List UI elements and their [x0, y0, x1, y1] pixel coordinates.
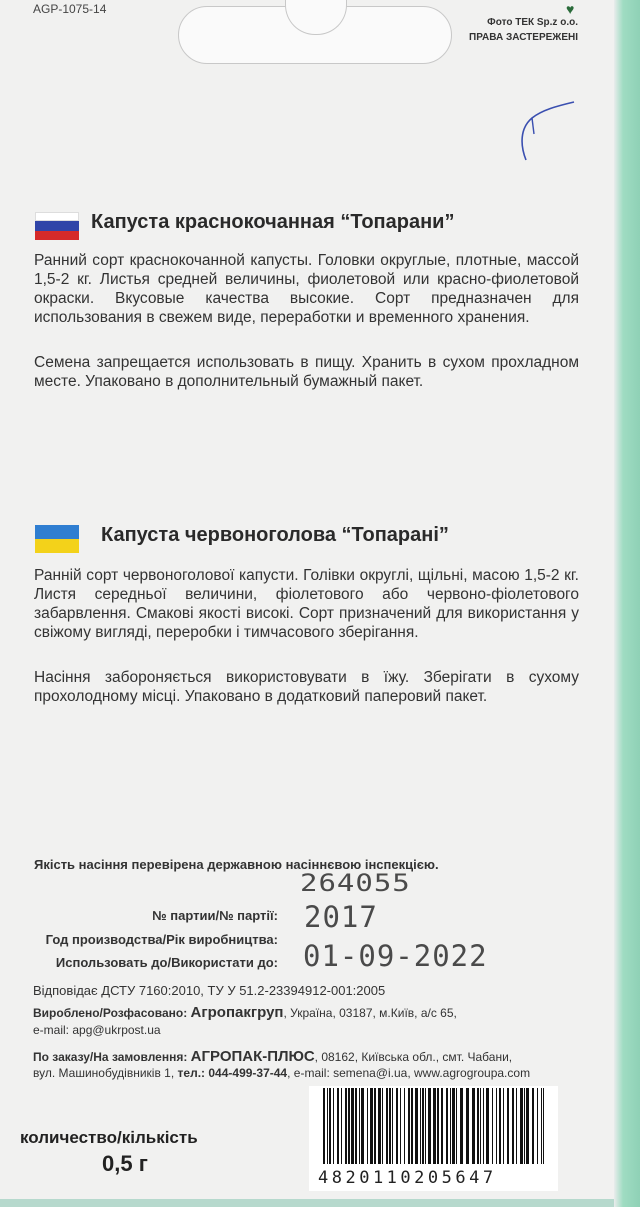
customer-line	[33, 1048, 512, 1065]
production-year-label: Год производства/Рік виробництва:	[45, 932, 278, 947]
bottom-strip	[0, 1199, 618, 1207]
producer-email: e-mail: apg@ukrpost.ua	[33, 1023, 161, 1037]
customer-street: вул. Машинобудівників 1,	[33, 1066, 175, 1080]
standard-compliance: Відповідає ДСТУ 7160:2010, ТУ У 51.2-23394912-001:2005	[33, 983, 386, 998]
copyright-line-1: Фото ТЕК Sp.z o.o.	[487, 17, 578, 28]
producer-label: Вироблено/Розфасовано:	[33, 1006, 188, 1020]
batch-label: № партии/№ партії:	[152, 908, 278, 923]
producer-address: , Україна, 03187, м.Київ, а/с 65,	[283, 1006, 457, 1020]
ru-storage-note: Семена запрещается использовать в пищу. Хранить в сухом прохладном месте. Упаковано в дополнительный бумажный пакет.	[34, 354, 579, 390]
customer-label: По заказу/На замовлення:	[33, 1050, 188, 1064]
expiry-label: Использовать до/Використати до:	[55, 955, 278, 970]
ru-title: Капуста краснокочанная “Топарани”	[91, 211, 455, 233]
batch-number-stamp: 264055	[300, 869, 411, 897]
heart-logo-icon: ♥	[566, 1, 575, 17]
producer-line	[33, 1004, 457, 1021]
barcode-digits: 4820110205647	[318, 1168, 497, 1188]
pen-mark-icon	[512, 100, 582, 170]
barcode-icon	[309, 1086, 558, 1166]
quantity-value: 0,5 г	[102, 1151, 148, 1176]
production-year-stamp: 2017	[304, 900, 378, 934]
ua-storage-note: Насіння забороняється використовувати в їжу. Зберігати в сухому прохолодному місці. Упаковано в додатковий паперовий пакет.	[34, 669, 579, 705]
customer-tel: 044-499-37-44	[208, 1066, 288, 1080]
producer-company: Агропакгруп	[190, 1004, 284, 1021]
copyright	[469, 15, 578, 45]
customer-address: , 08162, Київська обл., смт. Чабани,	[314, 1050, 513, 1064]
customer-contacts	[33, 1066, 530, 1080]
expiry-date-stamp: 01-09-2022	[303, 939, 488, 973]
russia-flag-icon	[35, 212, 79, 240]
customer-company: АГРОПАК-ПЛЮС	[190, 1048, 315, 1065]
ua-title: Капуста червоноголова “Топарані”	[101, 524, 449, 546]
ukraine-flag-icon	[35, 525, 79, 553]
copyright-line-2: ПРАВА ЗАСТЕРЕЖЕНІ	[469, 32, 578, 43]
ua-description: Ранній сорт червоноголової капусти. Голівки округлі, щільні, масою 1,5-2 кг. Листя середньої величини, фіолетового або червоно-фіолетового забарвлення. Смакові якості високі. Сорт призначений для використання у свіжому вигляді, переробки і тимчасового зберігання.	[34, 567, 579, 641]
product-code: AGP-1075-14	[33, 2, 107, 16]
ru-description: Ранний сорт краснокочанной капусты. Головки округлые, плотные, массой 1,5-2 кг. Листья средней величины, фиолетовой или красно-фиолетовой окраски. Вкусовые качества высокие. Сорт предназначен для использования в свежем виде, переработки и временного хранения.	[34, 252, 579, 326]
quantity-label: количество/кількість	[20, 1128, 198, 1147]
packet-edge	[614, 0, 640, 1207]
inspection-note: Якість насіння перевірена державною насіннєвою інспекцією.	[34, 857, 439, 872]
customer-web: , e-mail: semena@i.ua, www.agrogroupa.com	[287, 1066, 531, 1080]
customer-tel-label: тел.:	[177, 1066, 206, 1080]
